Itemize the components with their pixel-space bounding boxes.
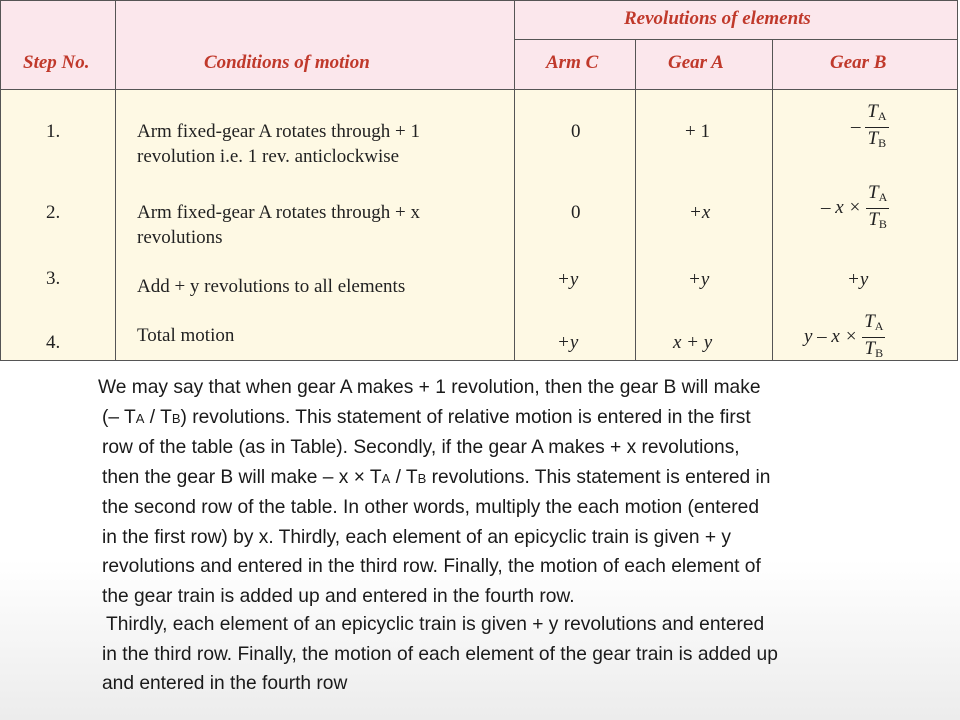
- text-run-small: A: [381, 470, 391, 486]
- table-header: [1, 1, 957, 89]
- explanation-paragraph: [98, 373, 952, 611]
- grid-line: [514, 1, 515, 360]
- fraction-num: T: [864, 311, 875, 332]
- row2-gear-b: [821, 182, 889, 235]
- grid-line: [115, 1, 116, 360]
- paragraph-line: [102, 463, 952, 494]
- header-gear-a: Gear A: [668, 52, 724, 73]
- row2-gear-b-prefix: – x ×: [821, 196, 862, 218]
- paragraph-line: row of the table (as in Table). Secondly, if the gear A makes + x revolutions,: [102, 437, 740, 458]
- paragraph-line: Thirdly, each element of an epicyclic train is given + y revolutions and entered: [106, 614, 765, 635]
- row2-arm: 0: [571, 202, 581, 223]
- header-step-no: Step No.: [23, 52, 90, 73]
- text-run: revolutions. This statement is entered in: [426, 466, 771, 488]
- row2-condition: [137, 200, 507, 250]
- row1-gear-b: [851, 101, 889, 154]
- text-run: ) revolutions. This statement of relative motion is entered in the first: [180, 406, 751, 428]
- fraction-num-sub: A: [874, 319, 884, 333]
- row3-gear-a: +y: [688, 269, 710, 290]
- row4-step: 4.: [46, 332, 61, 353]
- fraction: [862, 311, 885, 364]
- row3-condition: Add + y revolutions to all elements: [137, 276, 406, 297]
- row3-arm: +y: [557, 269, 579, 290]
- row2-step: 2.: [46, 202, 61, 223]
- paragraph-line: We may say that when gear A makes + 1 revolution, then the gear B will make: [98, 377, 761, 398]
- row4-arm: +y: [557, 332, 579, 353]
- text-run-small: A: [135, 410, 145, 426]
- text-run-small: B: [171, 410, 181, 426]
- row4-gear-a: x + y: [673, 332, 713, 353]
- row1-step: 1.: [46, 121, 61, 142]
- row1-arm: 0: [571, 121, 581, 142]
- summary-paragraph: [102, 610, 957, 699]
- paragraph-line: the second row of the table. In other words, multiply the each motion (entered: [102, 497, 760, 518]
- fraction: [865, 101, 888, 154]
- fraction-den: T: [867, 128, 879, 149]
- text-run: then the gear B will make – x × T: [102, 466, 382, 488]
- row4-gear-b: [804, 311, 885, 364]
- row1-condition: [137, 119, 507, 169]
- grid-line: [1, 89, 958, 90]
- header-conditions: Conditions of motion: [204, 52, 370, 73]
- paragraph-line: and entered in the fourth row: [102, 673, 348, 694]
- row1-condition-line2: revolution i.e. 1 rev. anticlockwise: [137, 146, 400, 167]
- paragraph-line: the gear train is added up and entered in the fourth row.: [102, 585, 575, 607]
- fraction-num-sub: A: [877, 109, 887, 123]
- fraction-den: T: [868, 209, 879, 230]
- text-run: / T: [390, 466, 418, 488]
- row3-gear-b: +y: [847, 269, 869, 290]
- paragraph-line: in the first row) by x. Thirdly, each element of an epicyclic train is given + y: [102, 526, 732, 548]
- header-gear-b: Gear B: [830, 52, 887, 73]
- paragraph-line: revolutions and entered in the third row. Finally, the motion of each element of: [102, 556, 761, 577]
- row1-gear-a: + 1: [685, 121, 710, 142]
- row2-condition-line2: revolutions: [137, 227, 223, 248]
- row3-step: 3.: [46, 268, 61, 289]
- fraction-den-sub: B: [878, 217, 887, 231]
- fraction: [866, 182, 889, 235]
- text-run-small: B: [417, 470, 427, 486]
- paragraph-line: in the third row. Finally, the motion of each element of the gear train is added up: [102, 643, 778, 665]
- row1-gear-b-prefix: –: [851, 115, 861, 137]
- fraction-den-sub: B: [875, 346, 884, 360]
- grid-line: [772, 39, 773, 360]
- row4-gear-b-prefix: y – x ×: [804, 325, 858, 347]
- header-arm-c: Arm C: [546, 52, 599, 73]
- grid-line: [514, 39, 958, 40]
- row4-condition: Total motion: [137, 325, 235, 346]
- fraction-num: T: [867, 101, 878, 122]
- row2-condition-line1: Arm fixed-gear A rotates through + x: [137, 202, 420, 223]
- fraction-num-sub: A: [878, 190, 888, 204]
- paragraph-line: [102, 403, 952, 434]
- fraction-num: T: [868, 182, 879, 203]
- row2-gear-a: +x: [689, 202, 711, 223]
- text-run: (– T: [102, 406, 136, 428]
- text-run: / T: [144, 406, 172, 428]
- header-revolutions-group: Revolutions of elements: [624, 8, 811, 29]
- fraction-den: T: [864, 338, 876, 359]
- grid-line: [635, 39, 636, 360]
- row1-condition-line1: Arm fixed-gear A rotates through + 1: [137, 121, 420, 142]
- fraction-den-sub: B: [878, 136, 887, 150]
